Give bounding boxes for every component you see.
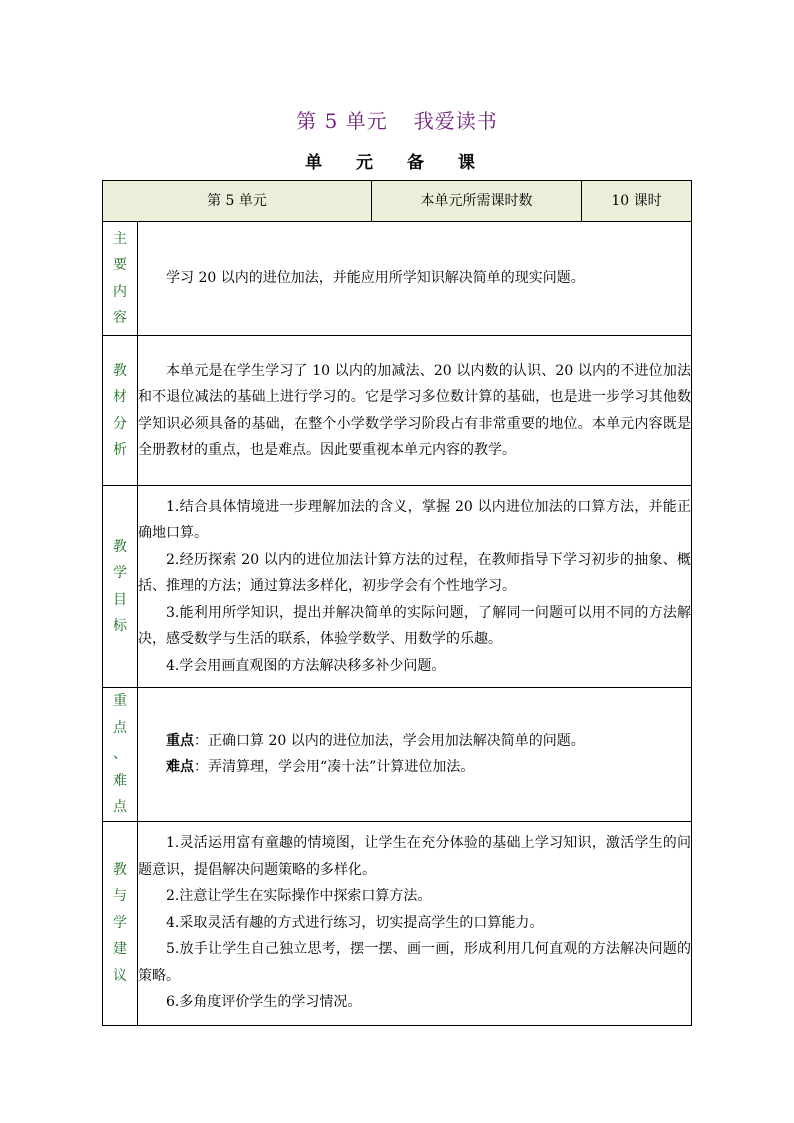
table-header-row [103,181,692,222]
table-row-teaching-goals [103,486,692,688]
header-hours-label-cell: 本单元所需课时数 [372,181,582,222]
main-content-text: 学习 20 以内的进位加法，并能应用所学知识解决简单的现实问题。 [166,270,585,287]
row-label-main-content: 主 要 内 容 [103,222,138,336]
row-label-suggestions: 教 与 学 建 议 [103,821,138,1025]
key-difficult-cell [138,688,692,822]
header-unit-cell: 第 5 单元 [103,181,372,222]
table-row-suggestions [103,821,692,1025]
key-point-line [138,728,691,755]
title-unit: 第 5 单元 [296,109,388,133]
row-label-teaching-goals: 教 学 目 标 [103,486,138,688]
row-label-material-analysis: 教 材 分 析 [103,336,138,486]
unit-plan-table [102,180,692,1026]
goal-item: 1.结合具体情境进一步理解加法的含义，掌握 20 以内进位加法的口算方法，并能正确地口算。 [138,498,691,542]
teaching-goals-cell [138,486,692,688]
key-point-label: 重点 [166,732,194,749]
goal-item: 4.学会用画直观图的方法解决移多补少问题。 [166,657,446,674]
key-point-text: ：正确口算 20 以内的进位加法，学会用加法解决简单的问题。 [194,732,585,749]
table-row-material-analysis [103,336,692,486]
suggestion-item: 1.灵活运用富有童趣的情境图，让学生在充分体验的基础上学习知识，激活学生的问题意识，提倡解决问题策略的多样化。 [138,835,691,878]
goal-item: 2.经历探索 20 以内的进位加法计算方法的过程，在教师指导下学习初步的抽象、概括、推理的方法；通过算法多样化，初步学会有个性地学习。 [138,551,691,595]
suggestion-item: 4.采取灵活有趣的方式进行练习，切实提高学生的口算能力。 [166,914,544,931]
document-subtitle: 单 元 备 课 [305,153,489,173]
difficult-point-label: 难点 [166,759,194,776]
table-row-main-content [103,222,692,336]
main-content-cell [138,222,692,336]
title-name: 我爱读书 [413,109,498,133]
material-analysis-text: 本单元是在学生学习了 10 以内的加减法、20 以内数的认识、20 以内的不进位加法和不退位减法的基础上进行学习的。它是学习多位数计算的基础，也是进一步学习其他数学知识必须具备的基础，在整个小学数学学习阶段占有非常重要的地位。本单元内容既是全册教材的重点，也是难点。因此要重视本单元内容的教学。 [138,362,691,458]
document-title [0,105,794,134]
difficult-point-line [138,754,691,781]
suggestions-cell [138,821,692,1025]
suggestion-item: 5.放手让学生自己独立思考，摆一摆、画一画，形成利用几何直观的方法解决问题的策略。 [138,941,691,984]
difficult-point-text: ：弄清算理，学会用“凑十法”计算进位加法。 [194,759,475,776]
row-label-key-difficult: 重 点 、 难 点 [103,688,138,822]
goal-item: 3.能利用所学知识，提出并解决简单的实际问题，了解同一问题可以用不同的方法解决，感受数学与生活的联系，体验学数学、用数学的乐趣。 [138,604,691,648]
suggestion-item: 2.注意让学生在实际操作中探索口算方法。 [166,888,432,905]
header-hours-value-cell: 10 课时 [582,181,692,222]
suggestion-item: 6.多角度评价学生的学习情况。 [166,994,362,1011]
material-analysis-cell [138,336,692,486]
table-row-key-difficult [103,688,692,822]
